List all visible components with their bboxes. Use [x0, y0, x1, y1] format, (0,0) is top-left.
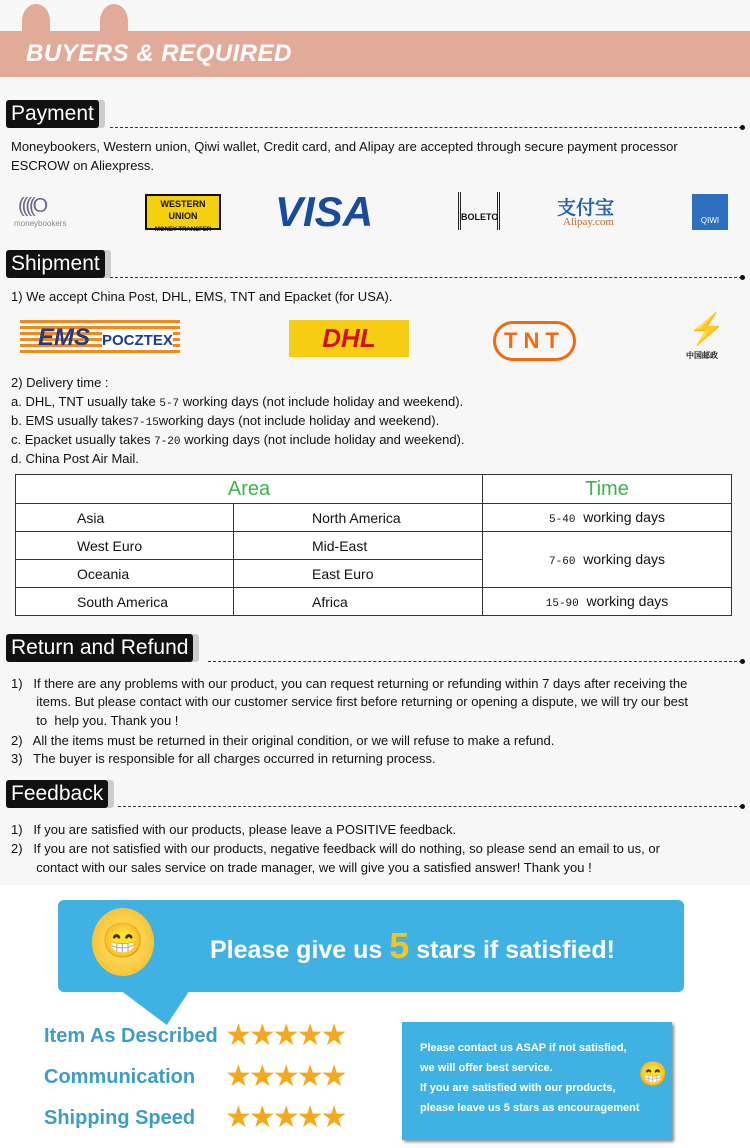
item-text: working days (not include holiday and weekend). — [179, 394, 464, 409]
section-heading-shipment: Shipment — [6, 250, 105, 278]
smiley-icon: 😁 — [92, 908, 154, 976]
section-heading-refund: Return and Refund — [6, 634, 193, 662]
contact-box — [402, 1022, 672, 1140]
item-text: working days (not include holiday and weekend). — [180, 432, 465, 447]
table-row — [16, 532, 732, 560]
alipay-logo-text: Alipay.com — [563, 216, 614, 228]
feedback-line: 2) If you are not satisfied with our products, negative feedback will do nothing, so please send an email to us, or — [11, 841, 660, 856]
contact-line: please leave us 5 stars as encouragement — [420, 1102, 640, 1114]
area-cell: East Euro — [234, 560, 483, 588]
ems-text: EMS — [38, 324, 91, 351]
refund-line: 1) If there are any problems with our product, you can request returning or refunding within 7 days after receiving the — [11, 676, 688, 691]
time-label: working days — [583, 509, 665, 525]
western-union-logo — [145, 194, 221, 233]
area-cell: Oceania — [16, 560, 234, 588]
time-cell — [483, 588, 732, 616]
dhl-logo: DHL — [289, 320, 409, 357]
header-time: Time — [483, 475, 732, 504]
item-range: 5-7 — [159, 398, 180, 410]
time-range: 5-40 — [549, 514, 576, 526]
time-range: 7-60 — [549, 556, 576, 568]
header-area: Area — [16, 475, 483, 504]
china-post-text: 中国邮政 — [686, 351, 718, 360]
refund-line: items. But please contact with our customer service first before returning or opening a dispute, we will try our best — [11, 694, 689, 709]
western-union-sub: MONEY TRANSFER — [154, 227, 212, 233]
page-title: BUYERS & REQUIRED — [26, 40, 292, 67]
divider-dot — [740, 804, 745, 809]
table-header-row — [16, 475, 732, 504]
item-text: working days (not include holiday and weekend). — [158, 413, 440, 428]
banner-pre: Please give us — [210, 936, 390, 964]
divider — [208, 661, 742, 662]
divider — [110, 127, 742, 128]
area-cell: North America — [234, 504, 483, 532]
item-text: b. EMS usually takes — [11, 413, 133, 428]
banner-five: 5 — [389, 925, 410, 966]
star-rating: ★★★★★ — [225, 1101, 345, 1134]
feedback-line: 1) If you are satisfied with our products, please leave a POSITIVE feedback. — [11, 822, 457, 837]
western-union-text: WESTERN UNION — [160, 199, 206, 221]
contact-line: we will offer best service. — [420, 1062, 553, 1074]
refund-line: 2) All the items must be returned in their original condition, or we will refuse to make a refund. — [11, 733, 555, 748]
time-range: 15-90 — [545, 598, 579, 610]
divider — [110, 277, 742, 278]
divider-dot — [740, 659, 745, 664]
divider-dot — [740, 125, 745, 130]
banner-text — [210, 925, 615, 967]
item-text: a. DHL, TNT usually take — [11, 394, 160, 409]
pocztex-text: POCZTEX — [102, 332, 173, 349]
refund-line: to help you. Thank you ! — [11, 713, 179, 728]
item-text: c. Epacket usually takes — [11, 432, 155, 447]
delivery-label: 2) Delivery time : — [11, 375, 109, 390]
visa-logo: VISA — [275, 188, 374, 235]
area-cell: Africa — [234, 588, 483, 616]
section-heading-feedback: Feedback — [6, 780, 108, 808]
time-label: working days — [583, 551, 665, 567]
smiley-icon: 😁 — [638, 1061, 668, 1088]
feedback-line: contact with our sales service on trade manager, we will give you a satisfied answer! Thank you ! — [11, 860, 592, 875]
alipay-logo: 支付宝 — [557, 198, 615, 219]
divider-dot — [740, 275, 745, 280]
time-cell — [483, 504, 732, 532]
table-row — [16, 588, 732, 616]
china-post-icon: ⚡ — [688, 313, 726, 346]
refund-line: 3) The buyer is responsible for all charges occurred in returning process. — [11, 751, 436, 766]
star-rating: ★★★★★ — [225, 1019, 345, 1052]
delivery-table — [15, 474, 732, 616]
moneybookers-logo: ((((O — [18, 195, 46, 217]
area-cell: Asia — [16, 504, 234, 532]
item-range: 7-15 — [132, 417, 159, 429]
ems-logo — [20, 320, 180, 356]
contact-line: If you are satisfied with our products, — [420, 1082, 616, 1094]
section-heading-payment: Payment — [6, 100, 99, 128]
time-cell — [483, 532, 732, 588]
rating-label: Communication — [44, 1066, 196, 1088]
banner-post: stars if satisfied! — [409, 936, 615, 964]
payment-text: ESCROW on Aliexpress. — [11, 158, 155, 173]
table-row — [16, 504, 732, 532]
area-cell: South America — [16, 588, 234, 616]
delivery-item: d. China Post Air Mail. — [11, 451, 139, 466]
rating-label: Item As Described — [44, 1025, 218, 1047]
area-cell: West Euro — [16, 532, 234, 560]
qiwi-logo: QIWI — [692, 194, 728, 230]
contact-line: Please contact us ASAP if not satisfied, — [420, 1042, 627, 1054]
time-label: working days — [586, 593, 669, 609]
tnt-logo: TNT — [493, 321, 576, 361]
moneybookers-logo-text: moneybookers — [14, 219, 67, 228]
boleto-logo: BOLETO — [458, 192, 500, 230]
star-rating: ★★★★★ — [225, 1060, 345, 1093]
rating-label: Shipping Speed — [44, 1107, 196, 1129]
area-cell: Mid-East — [234, 532, 483, 560]
divider — [118, 806, 742, 807]
shipment-line: 1) We accept China Post, DHL, EMS, TNT and Epacket (for USA). — [11, 289, 393, 304]
payment-text: Moneybookers, Western union, Qiwi wallet, Credit card, and Alipay are accepted through secure payment processor — [11, 139, 678, 154]
item-range: 7-20 — [154, 436, 181, 448]
